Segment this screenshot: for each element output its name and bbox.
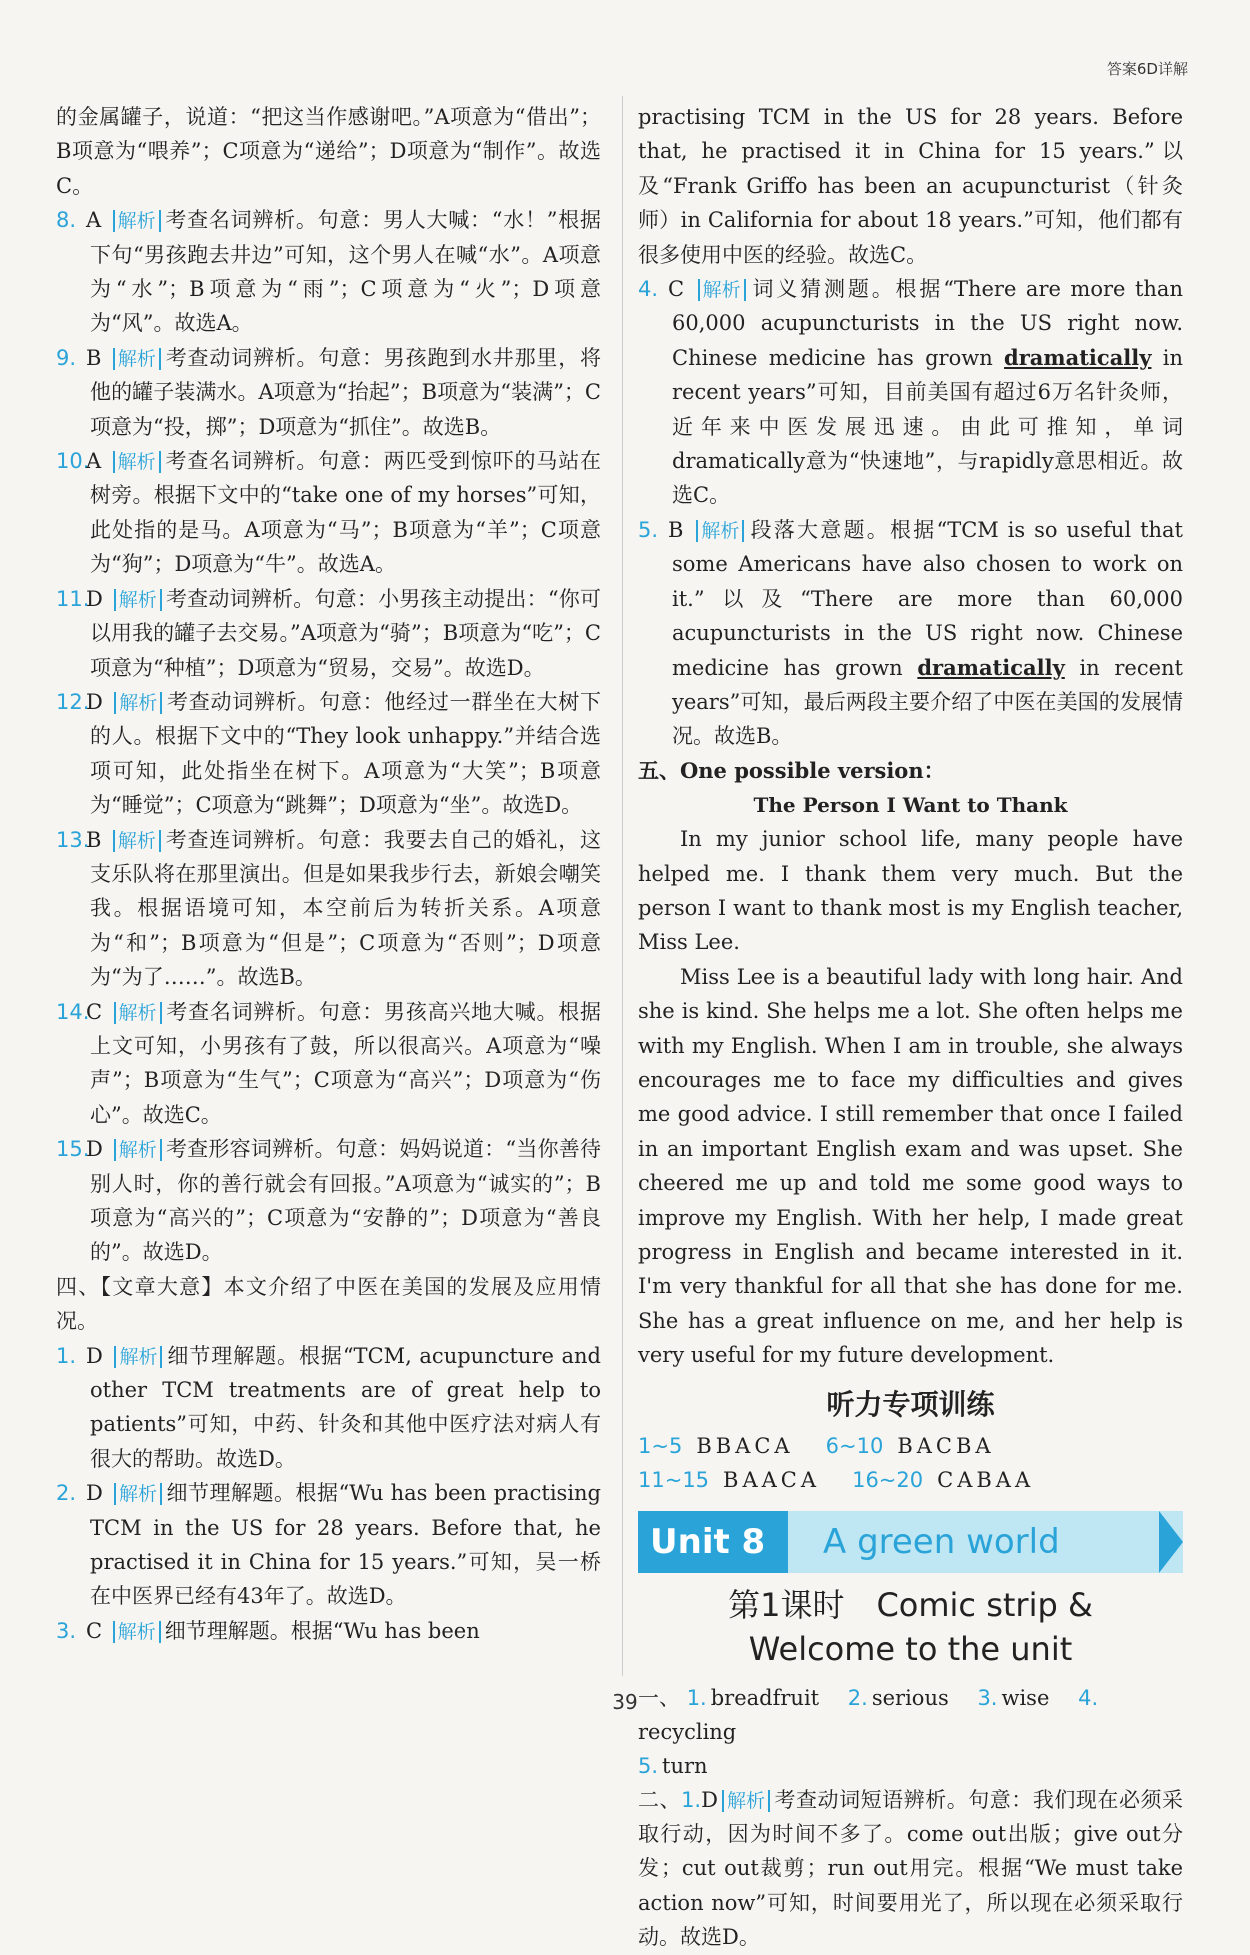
answer-item: [56, 1132, 601, 1270]
answer-item: [56, 1614, 601, 1648]
analysis-tag: 解析: [114, 1483, 162, 1505]
answer-keys: BACBA: [897, 1433, 995, 1458]
question-number: 5.: [638, 517, 659, 542]
question-number: 11.: [56, 586, 90, 611]
section-prefix: 二、: [638, 1787, 682, 1812]
analysis-tag: 解析: [114, 1346, 162, 1368]
underlined-word: dramatically: [917, 654, 1065, 680]
analysis-text: 细节理解题。根据“Wu has been practising TCM in the US for 28 years. Before that, he practised it in China for 15 years.”可知，吴一桥在中医界已经有43年了。故选D。: [90, 1481, 602, 1609]
question-number: 2.: [56, 1481, 77, 1506]
question-number: 3.: [56, 1618, 77, 1643]
answer-letter: C: [86, 999, 110, 1024]
banner-arrow-icon: [1159, 1511, 1183, 1573]
column-divider: [622, 96, 623, 1676]
analysis-text: 考查名词辨析。句意：男孩高兴地大喊。根据上文可知，小男孩有了鼓，所以很高兴。A项意为“噪声”；B项意为“生气”；C项意为“高兴”；D项意为“伤心”。故选C。: [90, 999, 602, 1127]
answer-keys: CABAA: [937, 1467, 1035, 1492]
question-number: 10.: [56, 449, 90, 474]
question-number: 14.: [56, 999, 90, 1024]
vocab-num: 2.: [847, 1685, 868, 1710]
vocab-word: serious: [871, 1685, 949, 1710]
analysis-tag: 解析: [113, 830, 161, 852]
answer-item: [56, 1270, 601, 1339]
section2: [638, 1783, 1183, 1955]
vocab-num: 5.: [638, 1753, 659, 1778]
analysis-text: 考查形容词辨析。句意：妈妈说道：“当你善待别人时，你的善行就会有回报。”A项意为“诚实的”；B项意为“高兴的”；C项意为“安静的”；D项意为“善良的”。故选D。: [90, 1137, 602, 1265]
analysis-text: 考查连词辨析。句意：我要去自己的婚礼，这支乐队将在那里演出。但是如果我步行去，新娘会嘲笑我。根据语境可知，本空前后为转折关系。A项意为“和”；B项意为“但是”；C项意为“否则”；D项意为“为了……”。故选B。: [90, 827, 602, 990]
answer-item: [638, 100, 1183, 272]
lesson-title-line: 第1课时 Comic strip &: [728, 1585, 1093, 1624]
analysis-text: in recent years”可知，最后两段主要介绍了中医在美国的发展情况。故选B。: [672, 655, 1183, 749]
analysis-tag: 解析: [114, 1139, 162, 1161]
analysis-tag: 解析: [114, 589, 162, 611]
answer-item: [56, 203, 601, 341]
analysis-text: 的金属罐子，说道：“把这当作感谢吧。”A项意为“借出”；B项意为“喂养”；C项意为“递给”；D项意为“制作”。故选C。: [56, 105, 601, 198]
left-answer-list: [56, 100, 601, 1648]
vocab-num: 1.: [686, 1685, 707, 1710]
answer-range: 6~10: [825, 1433, 884, 1458]
analysis-text: 细节理解题。根据“Wu has been: [164, 1618, 480, 1643]
question-number: 1.: [681, 1787, 702, 1812]
essay-paragraph: In my junior school life, many people have helped me. I thank them very much. But the person I want to thank most is my English teacher, Miss Lee.: [638, 827, 1183, 955]
answer-item: [56, 582, 601, 685]
page-number: 39: [612, 1690, 638, 1714]
essay-paragraph: Miss Lee is a beautiful lady with long hair. And she is kind. She helps me a lot. She often helps me with my English. When I am in trouble, she always encourages me to face my difficulties and gives me good advice. I still remember that once I failed in an important English exam and was upset. She cheered me up and told me some good ways to improve my English. With her help, I made great progress in English and became interested in it. I'm very thankful for all that she has done for me. She has a great influence on me, and her help is very useful for my future development.: [638, 964, 1183, 1368]
vocab-word: turn: [662, 1753, 708, 1778]
answer-letter: D: [86, 1137, 110, 1162]
analysis-tag: 解析: [696, 520, 744, 542]
vocab-num: 4.: [1078, 1685, 1099, 1710]
essay-title: The Person I Want to Thank: [753, 793, 1068, 818]
answer-range: 11~15: [638, 1467, 710, 1492]
analysis-tag: 解析: [722, 1790, 770, 1812]
question-number: 9.: [56, 345, 77, 370]
answer-letter: B: [668, 517, 693, 542]
answer-letter: D: [86, 689, 111, 714]
unit-banner: [638, 1511, 1183, 1573]
answer-item: [56, 341, 601, 444]
answer-letter: C: [86, 1618, 109, 1643]
analysis-text: 考查动词辨析。句意：男孩跑到水井那里，将他的罐子装满水。A项意为“抬起”；B项意为“装满”；C项意为“投，掷”；D项意为“抓住”。故选B。: [90, 345, 602, 439]
analysis-tag: 解析: [114, 692, 162, 714]
answer-letter: D: [86, 1481, 111, 1506]
analysis-tag: 解析: [113, 348, 161, 370]
underlined-word: dramatically: [1004, 344, 1152, 370]
question-number: 8.: [56, 208, 77, 233]
right-column: [638, 100, 1183, 1955]
answer-letter: D: [86, 586, 110, 611]
analysis-text: 考查动词短语辨析。句意：我们现在必须采取行动，因为时间不多了。come out出版；give out分发；cut out裁剪；run out用完。根据“We must take action now”可知，时间要用光了，所以现在必须采取行动。故选D。: [638, 1787, 1184, 1950]
answer-letter: B: [86, 827, 109, 852]
unit-title: A green world: [823, 1521, 1060, 1562]
analysis-tag: 解析: [698, 279, 746, 301]
question-number: 4.: [638, 277, 659, 302]
answer-letter: A: [86, 449, 109, 474]
vocab-num: 3.: [977, 1685, 998, 1710]
analysis-text: in recent years”可知，目前美国有超过6万名针灸师，近年来中医发展迅速。由此可推知，单词dramatically意为“快速地”，与rapidly意思相近。故选C。: [672, 345, 1184, 508]
answer-letter: D: [701, 1787, 718, 1812]
analysis-text: 词义猜测题。根据“There are more than 60,000 acupuncturists in the US right now. Chinese medicine has grown: [672, 277, 1183, 370]
analysis-tag: 解析: [113, 1621, 161, 1643]
answer-keys: BBACA: [696, 1433, 794, 1458]
analysis-text: 考查名词辨析。句意：男人大喊：“水！”根据下句“男孩跑去井边”可知，这个男人在喊“水”。A项意为“水”；B项意为“雨”；C项意为“火”；D项意为“风”。故选A。: [90, 208, 601, 336]
answer-item: [56, 1339, 601, 1477]
answer-letter: D: [86, 1343, 111, 1368]
question-number: 12.: [56, 689, 90, 714]
essay-heading: 五、One possible version：: [638, 757, 945, 783]
question-number: 1.: [56, 1343, 77, 1368]
question-number: 13.: [56, 827, 90, 852]
analysis-tag: 解析: [113, 451, 161, 473]
analysis-tag: 解析: [114, 1002, 162, 1024]
answer-item: [56, 685, 601, 823]
analysis-text: 四、【文章大意】本文介绍了中医在美国的发展及应用情况。: [56, 1274, 601, 1334]
listening-title: 听力专项训练: [826, 1387, 995, 1421]
answer-letter: A: [86, 208, 109, 233]
lesson-title: [638, 1583, 1183, 1671]
analysis-text: 考查动词辨析。句意：他经过一群坐在大树下的人。根据下文中的“They look unhappy.”并结合选项可知，此处指坐在树下。A项意为“大笑”；B项意为“睡觉”；C项意为“跳舞”；D项意为“坐”。故选D。: [90, 689, 601, 818]
analysis-text: 考查名词辨析。句意：两匹受到惊吓的马站在树旁。根据下文中的“take one of my horses”可知，此处指的是马。A项意为“马”；B项意为“羊”；C项意为“狗”；D项意为“牛”。故选A。: [90, 449, 602, 577]
section-prefix: 一、: [638, 1685, 680, 1710]
answer-letter: B: [86, 345, 109, 370]
answer-item: [638, 272, 1183, 513]
answer-keys: BAACA: [723, 1467, 821, 1492]
answer-item: [56, 995, 601, 1133]
answer-item: [56, 444, 601, 582]
answer-item: [56, 1476, 601, 1614]
analysis-text: 考查动词辨析。句意：小男孩主动提出：“你可以用我的罐子去交易。”A项意为“骑”；B项意为“吃”；C项意为“种植”；D项意为“贸易，交易”。故选D。: [90, 586, 602, 680]
answer-range: 1~5: [638, 1433, 683, 1458]
right-answer-list: [638, 100, 1183, 754]
answer-item: [56, 823, 601, 995]
analysis-text: practising TCM in the US for 28 years. Before that, he practised it in China for 15 years.”以及“Frank Griffo has been an acupuncturist（针灸师）in California for about 18 years.”可知，他们都有很多使用中医的经验。故选C。: [638, 105, 1183, 267]
vocab-word: wise: [1001, 1685, 1050, 1710]
listening-row: [638, 1463, 1183, 1497]
vocab-word: recycling: [638, 1719, 737, 1744]
analysis-text: 细节理解题。根据“TCM, acupuncture and other TCM treatments are of great help to patients”可知，中药、针灸和其他中医疗法对病人有很大的帮助。故选D。: [90, 1343, 601, 1471]
unit-label: Unit 8: [638, 1511, 788, 1573]
vocab-word: breadfruit: [710, 1685, 820, 1710]
analysis-text: 段落大意题。根据“TCM is so useful that some Americans have also chosen to work on it.”以及“There are more than 60,000 acupuncturists in the US right now. Chinese medicine has grown: [672, 517, 1183, 680]
left-column: [56, 100, 601, 1648]
listening-row: [638, 1429, 1183, 1463]
lesson-title-line: Welcome to the unit: [748, 1629, 1073, 1668]
question-number: 15.: [56, 1137, 90, 1162]
answer-letter: C: [668, 277, 694, 302]
analysis-tag: 解析: [113, 210, 161, 232]
page-header: 答案6D详解: [1106, 60, 1188, 78]
essay-section: [638, 754, 1183, 1373]
answer-range: 16~20: [852, 1467, 924, 1492]
answer-item: [638, 513, 1183, 754]
answer-item: [56, 100, 601, 203]
